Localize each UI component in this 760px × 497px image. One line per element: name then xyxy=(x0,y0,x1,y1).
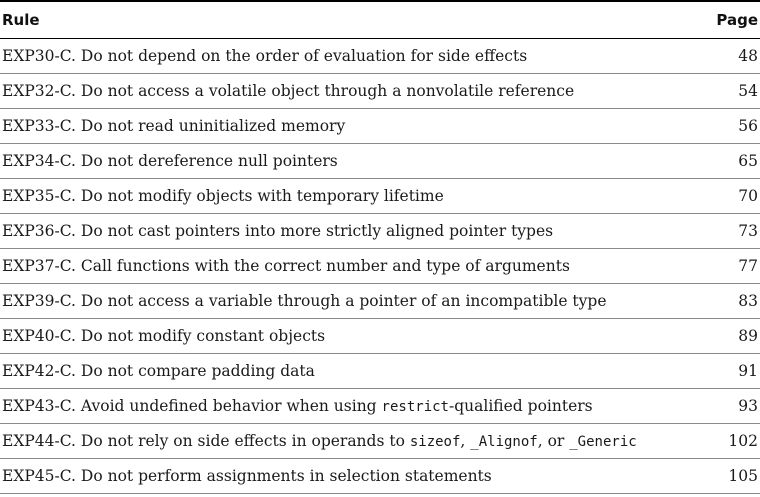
rule-cell xyxy=(0,389,688,424)
rule-cell xyxy=(0,39,688,74)
rule-description: Do not read uninitialized memory xyxy=(75,117,346,135)
page-column-header: Page xyxy=(688,1,760,39)
page-number: 89 xyxy=(688,319,760,354)
table-row xyxy=(0,39,760,74)
rule-cell xyxy=(0,354,688,389)
rule-id: EXP45-C. xyxy=(2,467,76,485)
rule-description: Do not cast pointers into more strictly aligned pointer types xyxy=(75,222,554,240)
rule-id: EXP42-C. xyxy=(2,362,76,380)
rule-description: Do not dereference null pointers xyxy=(75,152,338,170)
rule-cell xyxy=(0,459,688,494)
rule-id: EXP32-C. xyxy=(2,82,76,100)
table-row xyxy=(0,284,760,319)
rule-id: EXP43-C. xyxy=(2,397,76,415)
table-row xyxy=(0,459,760,494)
rule-id: EXP33-C. xyxy=(2,117,76,135)
page-number: 70 xyxy=(688,179,760,214)
rule-cell xyxy=(0,144,688,179)
rule-description: -qualified pointers xyxy=(448,397,593,415)
code-keyword: sizeof xyxy=(409,434,461,450)
page-number: 102 xyxy=(688,424,760,459)
table-row xyxy=(0,214,760,249)
table-row xyxy=(0,144,760,179)
rule-id: EXP37-C. xyxy=(2,257,76,275)
table-row xyxy=(0,179,760,214)
page-number: 56 xyxy=(688,109,760,144)
table-row xyxy=(0,109,760,144)
rule-description: , or xyxy=(537,432,570,450)
rule-description: Do not rely on side effects in operands to xyxy=(75,432,410,450)
rule-description: Do not perform assignments in selection statements xyxy=(75,467,492,485)
rule-cell xyxy=(0,424,688,459)
rule-column-header: Rule xyxy=(0,1,688,39)
table-row xyxy=(0,389,760,424)
rule-description: Do not depend on the order of evaluation for side effects xyxy=(75,47,528,65)
rule-description: Do not modify objects with temporary lifetime xyxy=(75,187,444,205)
page-number: 65 xyxy=(688,144,760,179)
page-number: 91 xyxy=(688,354,760,389)
page-number: 83 xyxy=(688,284,760,319)
table-row xyxy=(0,424,760,459)
rule-id: EXP39-C. xyxy=(2,292,76,310)
page-number: 48 xyxy=(688,39,760,74)
rule-description: Do not modify constant objects xyxy=(75,327,326,345)
rule-description: Call functions with the correct number and type of arguments xyxy=(75,257,570,275)
rule-cell xyxy=(0,109,688,144)
page-number: 73 xyxy=(688,214,760,249)
page-number: 77 xyxy=(688,249,760,284)
page-number: 105 xyxy=(688,459,760,494)
rule-description: Do not access a variable through a pointer of an incompatible type xyxy=(75,292,607,310)
rule-id: EXP44-C. xyxy=(2,432,76,450)
page-number: 93 xyxy=(688,389,760,424)
rule-id: EXP36-C. xyxy=(2,222,76,240)
rule-id: EXP30-C. xyxy=(2,47,76,65)
rule-description: , xyxy=(460,432,471,450)
rule-description: Do not access a volatile object through a nonvolatile reference xyxy=(75,82,575,100)
rule-id: EXP35-C. xyxy=(2,187,76,205)
table-header xyxy=(0,1,760,39)
table-row xyxy=(0,319,760,354)
rule-cell xyxy=(0,249,688,284)
rule-description: Do not compare padding data xyxy=(75,362,315,380)
code-keyword: _Generic xyxy=(569,434,637,450)
page-number: 54 xyxy=(688,74,760,109)
code-keyword: restrict xyxy=(381,399,449,415)
table-row xyxy=(0,74,760,109)
rule-cell xyxy=(0,319,688,354)
rule-id: EXP40-C. xyxy=(2,327,76,345)
header-row xyxy=(0,1,760,39)
code-keyword: _Alignof xyxy=(470,434,538,450)
table-body xyxy=(0,39,760,494)
rule-cell xyxy=(0,179,688,214)
rule-cell xyxy=(0,74,688,109)
rule-cell xyxy=(0,214,688,249)
table-row xyxy=(0,249,760,284)
rule-cell xyxy=(0,284,688,319)
table-row xyxy=(0,354,760,389)
rule-id: EXP34-C. xyxy=(2,152,76,170)
rule-description: Avoid undefined behavior when using xyxy=(75,397,382,415)
